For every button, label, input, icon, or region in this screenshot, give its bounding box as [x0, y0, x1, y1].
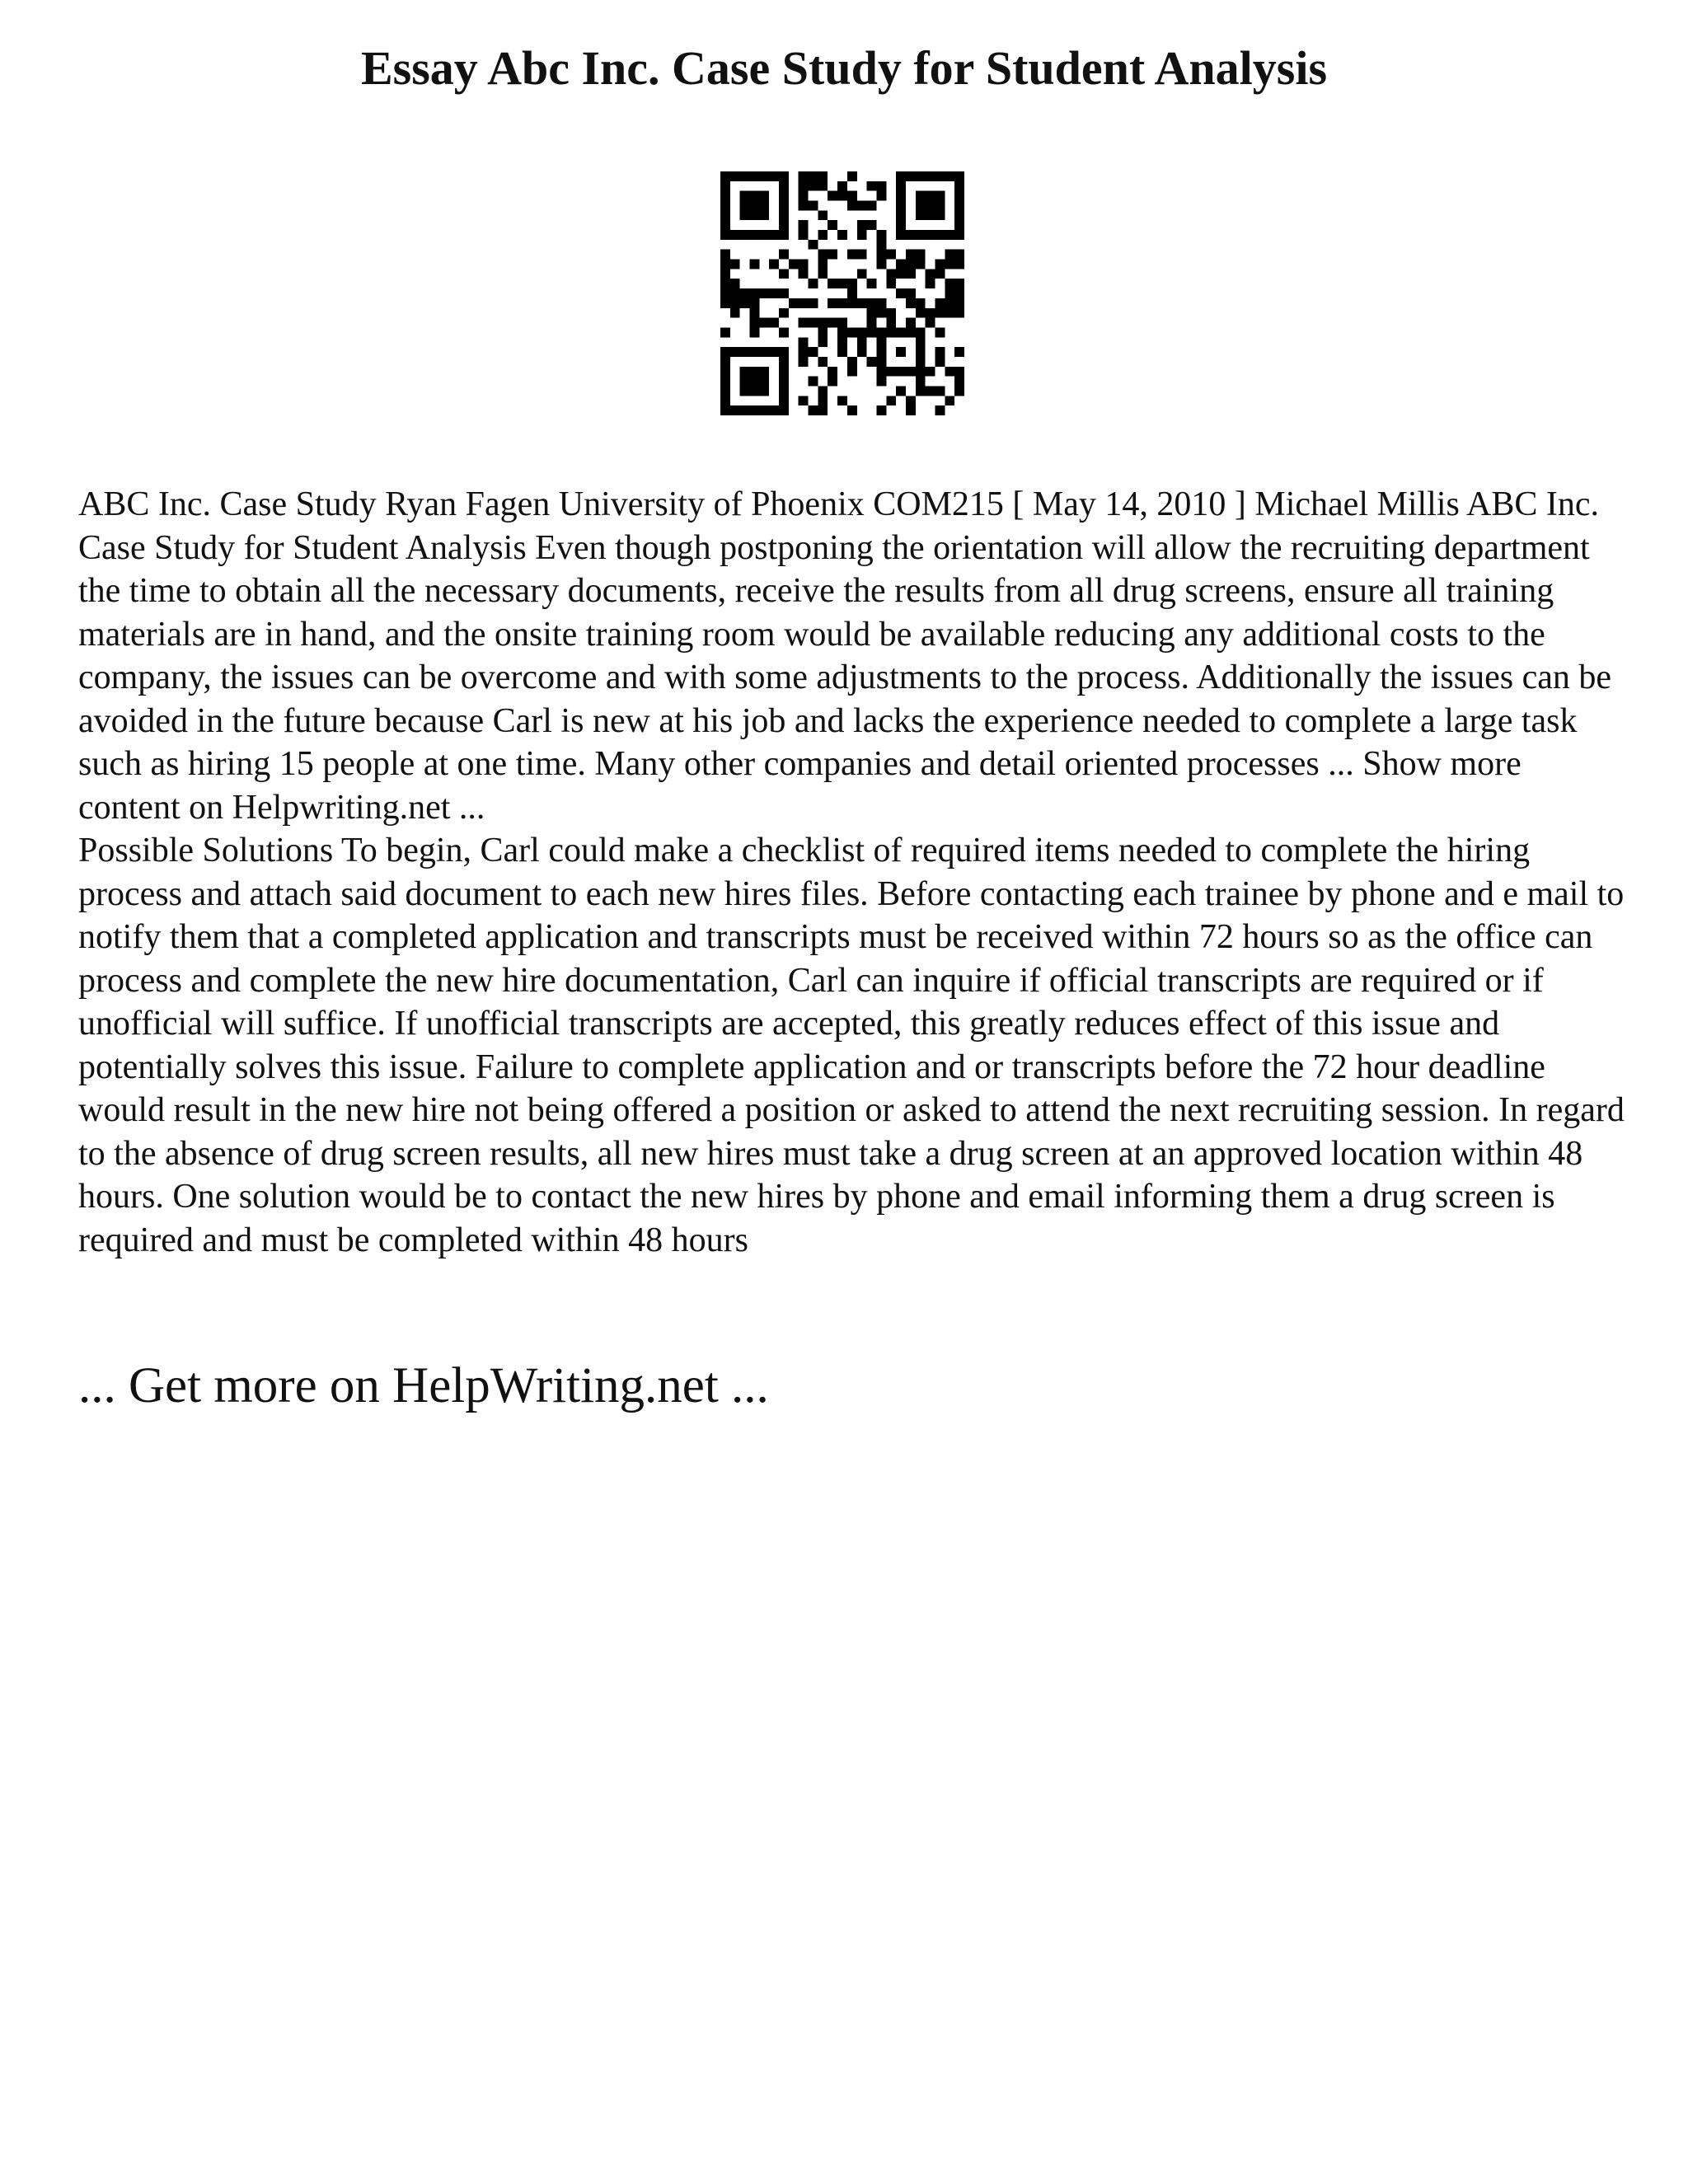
- paragraph-solutions: Possible Solutions To begin, Carl could make a checklist of required items needed to complete the hiring process and attach said document to each new hires files. Before contacting each trainee by phone and e mail to notify them that a completed application and transcripts must be received within 72 hours so as the office can process and complete the new hire documentation, Carl can inquire if official transcripts are required or if unofficial will suffice. If unofficial transcripts are accepted, this greatly reduces effect of this issue and potentially solves this issue. Failure to complete application and or transcripts before the 72 hour deadline would result in the new hire not being offered a position or asked to attend the next recruiting session. In regard to the absence of drug screen results, all new hires must take a drug screen at an approved location within 48 hours. One solution would be to contact the new hires by phone and email informing them a drug screen is required and must be completed within 48 hours: [78, 832, 1625, 1259]
- get-more-link[interactable]: ... Get more on HelpWriting.net ...: [78, 1358, 769, 1413]
- paragraph-intro: ABC Inc. Case Study Ryan Fagen University of Phoenix COM215 [ May 14, 2010 ] Michael Millis ABC Inc. Case Study for Student Analysis Even though postponing the orientation will allow the recruiting department the time to obtain all the necessary documents, receive the results from all drug screens, ensure all training materials are in hand, and the onsite training room would be available reducing any additional costs to the company, the issues can be overcome and with some adjustments to the process. Additionally the issues can be avoided in the future because Carl is new at his job and lacks the experience needed to complete a large task such as hiring 15 people at one time. Many other companies and detail oriented processes ... Show more content on Helpwriting.net ...: [78, 485, 1612, 827]
- essay-body: [78, 483, 1628, 1262]
- qr-code-icon: [720, 171, 964, 415]
- page-title: Essay Abc Inc. Case Study for Student Analysis: [360, 41, 1328, 95]
